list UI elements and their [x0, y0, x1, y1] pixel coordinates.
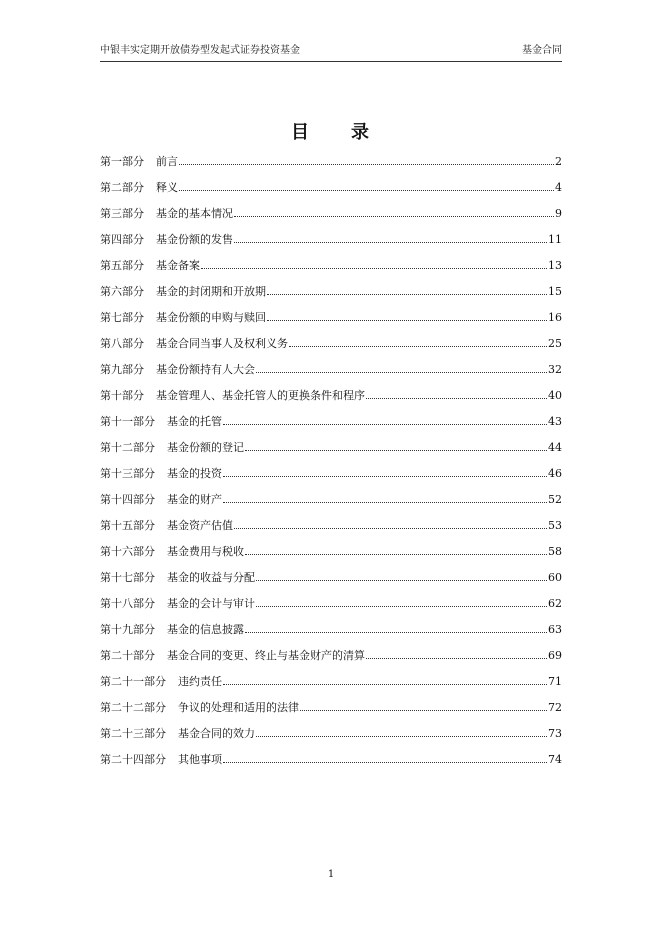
toc-entry-part: 第二部分: [100, 181, 144, 194]
toc-entry-part: 第二十二部分: [100, 701, 166, 714]
toc-entry-part: 第二十三部分: [100, 727, 166, 740]
toc-entry[interactable]: [100, 256, 562, 282]
toc-entry-title: 基金的信息披露: [167, 623, 244, 636]
toc-entry[interactable]: [100, 568, 562, 594]
toc-entry-page: 40: [548, 389, 562, 402]
toc-entry[interactable]: [100, 334, 562, 360]
toc-entry[interactable]: [100, 230, 562, 256]
toc-entry-page: 58: [548, 545, 562, 558]
toc-entry-part: 第十二部分: [100, 441, 155, 454]
toc-title: 目 录: [291, 122, 371, 143]
toc-entry-page: 63: [548, 623, 562, 636]
toc-entry-page: 9: [555, 207, 562, 220]
toc-leader-dots: [245, 542, 547, 555]
toc-entry-title: 基金的会计与审计: [167, 597, 255, 610]
toc-entry-page: 13: [548, 259, 562, 272]
toc-entry-page: 11: [548, 233, 562, 246]
toc-entry-page: 53: [548, 519, 562, 532]
toc-entry[interactable]: [100, 750, 562, 776]
toc-entry-part: 第六部分: [100, 285, 144, 298]
toc-entry[interactable]: [100, 620, 562, 646]
toc-entry-page: 2: [555, 155, 562, 168]
toc-entry-page: 46: [548, 467, 562, 480]
toc-entry[interactable]: [100, 516, 562, 542]
toc-entry-page: 74: [548, 753, 562, 766]
toc-leader-dots: [256, 568, 547, 581]
toc-entry-part: 第十三部分: [100, 467, 155, 480]
toc-entry-title: 基金合同当事人及权利义务: [156, 337, 288, 350]
toc-leader-dots: [245, 620, 547, 633]
toc-entry-part: 第七部分: [100, 311, 144, 324]
toc-entry-part: 第十四部分: [100, 493, 155, 506]
header-doc-type: 基金合同: [522, 45, 562, 56]
toc-entry-part: 第十七部分: [100, 571, 155, 584]
toc-entry-page: 15: [548, 285, 562, 298]
toc-entry-page: 16: [548, 311, 562, 324]
toc-entry[interactable]: [100, 308, 562, 334]
toc-entry-title: 基金的基本情况: [156, 207, 233, 220]
toc-leader-dots: [267, 282, 547, 295]
toc-entry-page: 43: [548, 415, 562, 428]
toc-entry[interactable]: [100, 152, 562, 178]
toc-entry-page: 32: [548, 363, 562, 376]
toc-entry-part: 第十九部分: [100, 623, 155, 636]
toc-entry-part: 第十六部分: [100, 545, 155, 558]
toc-leader-dots: [234, 516, 547, 529]
toc-entry-title: 基金备案: [156, 259, 200, 272]
toc-entry-title: 基金份额的登记: [167, 441, 244, 454]
toc-entry-part: 第二十四部分: [100, 753, 166, 766]
page-number: 1: [327, 869, 335, 880]
toc-entry-part: 第十部分: [100, 389, 144, 402]
toc-entry-part: 第二十部分: [100, 649, 155, 662]
toc-entry-title: 前言: [156, 155, 178, 168]
toc-entry[interactable]: [100, 698, 562, 724]
toc-entry-title: 基金份额持有人大会: [156, 363, 255, 376]
toc-entry[interactable]: [100, 178, 562, 204]
toc-leader-dots: [223, 464, 547, 477]
toc-leader-dots: [201, 256, 547, 269]
toc-entry[interactable]: [100, 724, 562, 750]
toc-entry-part: 第八部分: [100, 337, 144, 350]
toc-entry[interactable]: [100, 360, 562, 386]
toc-leader-dots: [234, 204, 554, 217]
toc-entry[interactable]: [100, 204, 562, 230]
toc-entry-part: 第十五部分: [100, 519, 155, 532]
toc-entry[interactable]: [100, 438, 562, 464]
toc-entry-title: 释义: [156, 181, 178, 194]
toc-entry-part: 第五部分: [100, 259, 144, 272]
toc-entry-part: 第十一部分: [100, 415, 155, 428]
table-of-contents: [100, 152, 562, 776]
header-fund-name: 中银丰实定期开放债券型发起式证券投资基金: [100, 45, 300, 56]
toc-entry-title: 基金的托管: [167, 415, 222, 428]
toc-leader-dots: [366, 646, 547, 659]
toc-leader-dots: [256, 724, 547, 737]
toc-leader-dots: [245, 438, 547, 451]
toc-entry-title: 基金管理人、基金托管人的更换条件和程序: [156, 389, 365, 402]
toc-entry-title: 基金份额的申购与赎回: [156, 311, 266, 324]
toc-entry-title: 基金合同的变更、终止与基金财产的清算: [167, 649, 365, 662]
toc-entry[interactable]: [100, 282, 562, 308]
toc-entry-page: 25: [548, 337, 562, 350]
toc-leader-dots: [179, 152, 554, 165]
toc-entry-page: 73: [548, 727, 562, 740]
toc-entry-title: 基金资产估值: [167, 519, 233, 532]
toc-entry-page: 69: [548, 649, 562, 662]
toc-entry-title: 争议的处理和适用的法律: [178, 701, 299, 714]
toc-entry[interactable]: [100, 594, 562, 620]
toc-entry-part: 第一部分: [100, 155, 144, 168]
toc-leader-dots: [366, 386, 547, 399]
toc-entry-page: 44: [548, 441, 562, 454]
toc-entry-title: 基金的投资: [167, 467, 222, 480]
toc-entry-title: 基金的财产: [167, 493, 222, 506]
toc-entry-part: 第三部分: [100, 207, 144, 220]
toc-entry-part: 第十八部分: [100, 597, 155, 610]
toc-leader-dots: [267, 308, 547, 321]
toc-leader-dots: [256, 594, 547, 607]
toc-entry[interactable]: [100, 412, 562, 438]
toc-leader-dots: [223, 412, 547, 425]
toc-entry[interactable]: [100, 490, 562, 516]
toc-entry-page: 60: [548, 571, 562, 584]
toc-entry-title: 基金的封闭期和开放期: [156, 285, 266, 298]
toc-leader-dots: [289, 334, 547, 347]
toc-entry-page: 62: [548, 597, 562, 610]
toc-entry[interactable]: [100, 672, 562, 698]
toc-entry-title: 其他事项: [178, 753, 222, 766]
toc-entry[interactable]: [100, 646, 562, 672]
toc-leader-dots: [223, 672, 547, 685]
toc-leader-dots: [234, 230, 547, 243]
toc-entry-part: 第二十一部分: [100, 675, 166, 688]
page-header: [100, 44, 562, 62]
toc-entry-page: 71: [548, 675, 562, 688]
toc-entry-page: 4: [555, 181, 562, 194]
toc-leader-dots: [179, 178, 554, 191]
toc-leader-dots: [223, 750, 547, 763]
toc-entry-page: 52: [548, 493, 562, 506]
toc-entry-title: 违约责任: [178, 675, 222, 688]
toc-leader-dots: [256, 360, 547, 373]
toc-entry-title: 基金费用与税收: [167, 545, 244, 558]
toc-leader-dots: [223, 490, 547, 503]
toc-entry-page: 72: [548, 701, 562, 714]
toc-leader-dots: [300, 698, 547, 711]
toc-entry-title: 基金合同的效力: [178, 727, 255, 740]
toc-entry-part: 第四部分: [100, 233, 144, 246]
toc-entry[interactable]: [100, 464, 562, 490]
toc-entry-title: 基金份额的发售: [156, 233, 233, 246]
toc-entry-title: 基金的收益与分配: [167, 571, 255, 584]
toc-entry[interactable]: [100, 386, 562, 412]
toc-entry[interactable]: [100, 542, 562, 568]
toc-entry-part: 第九部分: [100, 363, 144, 376]
